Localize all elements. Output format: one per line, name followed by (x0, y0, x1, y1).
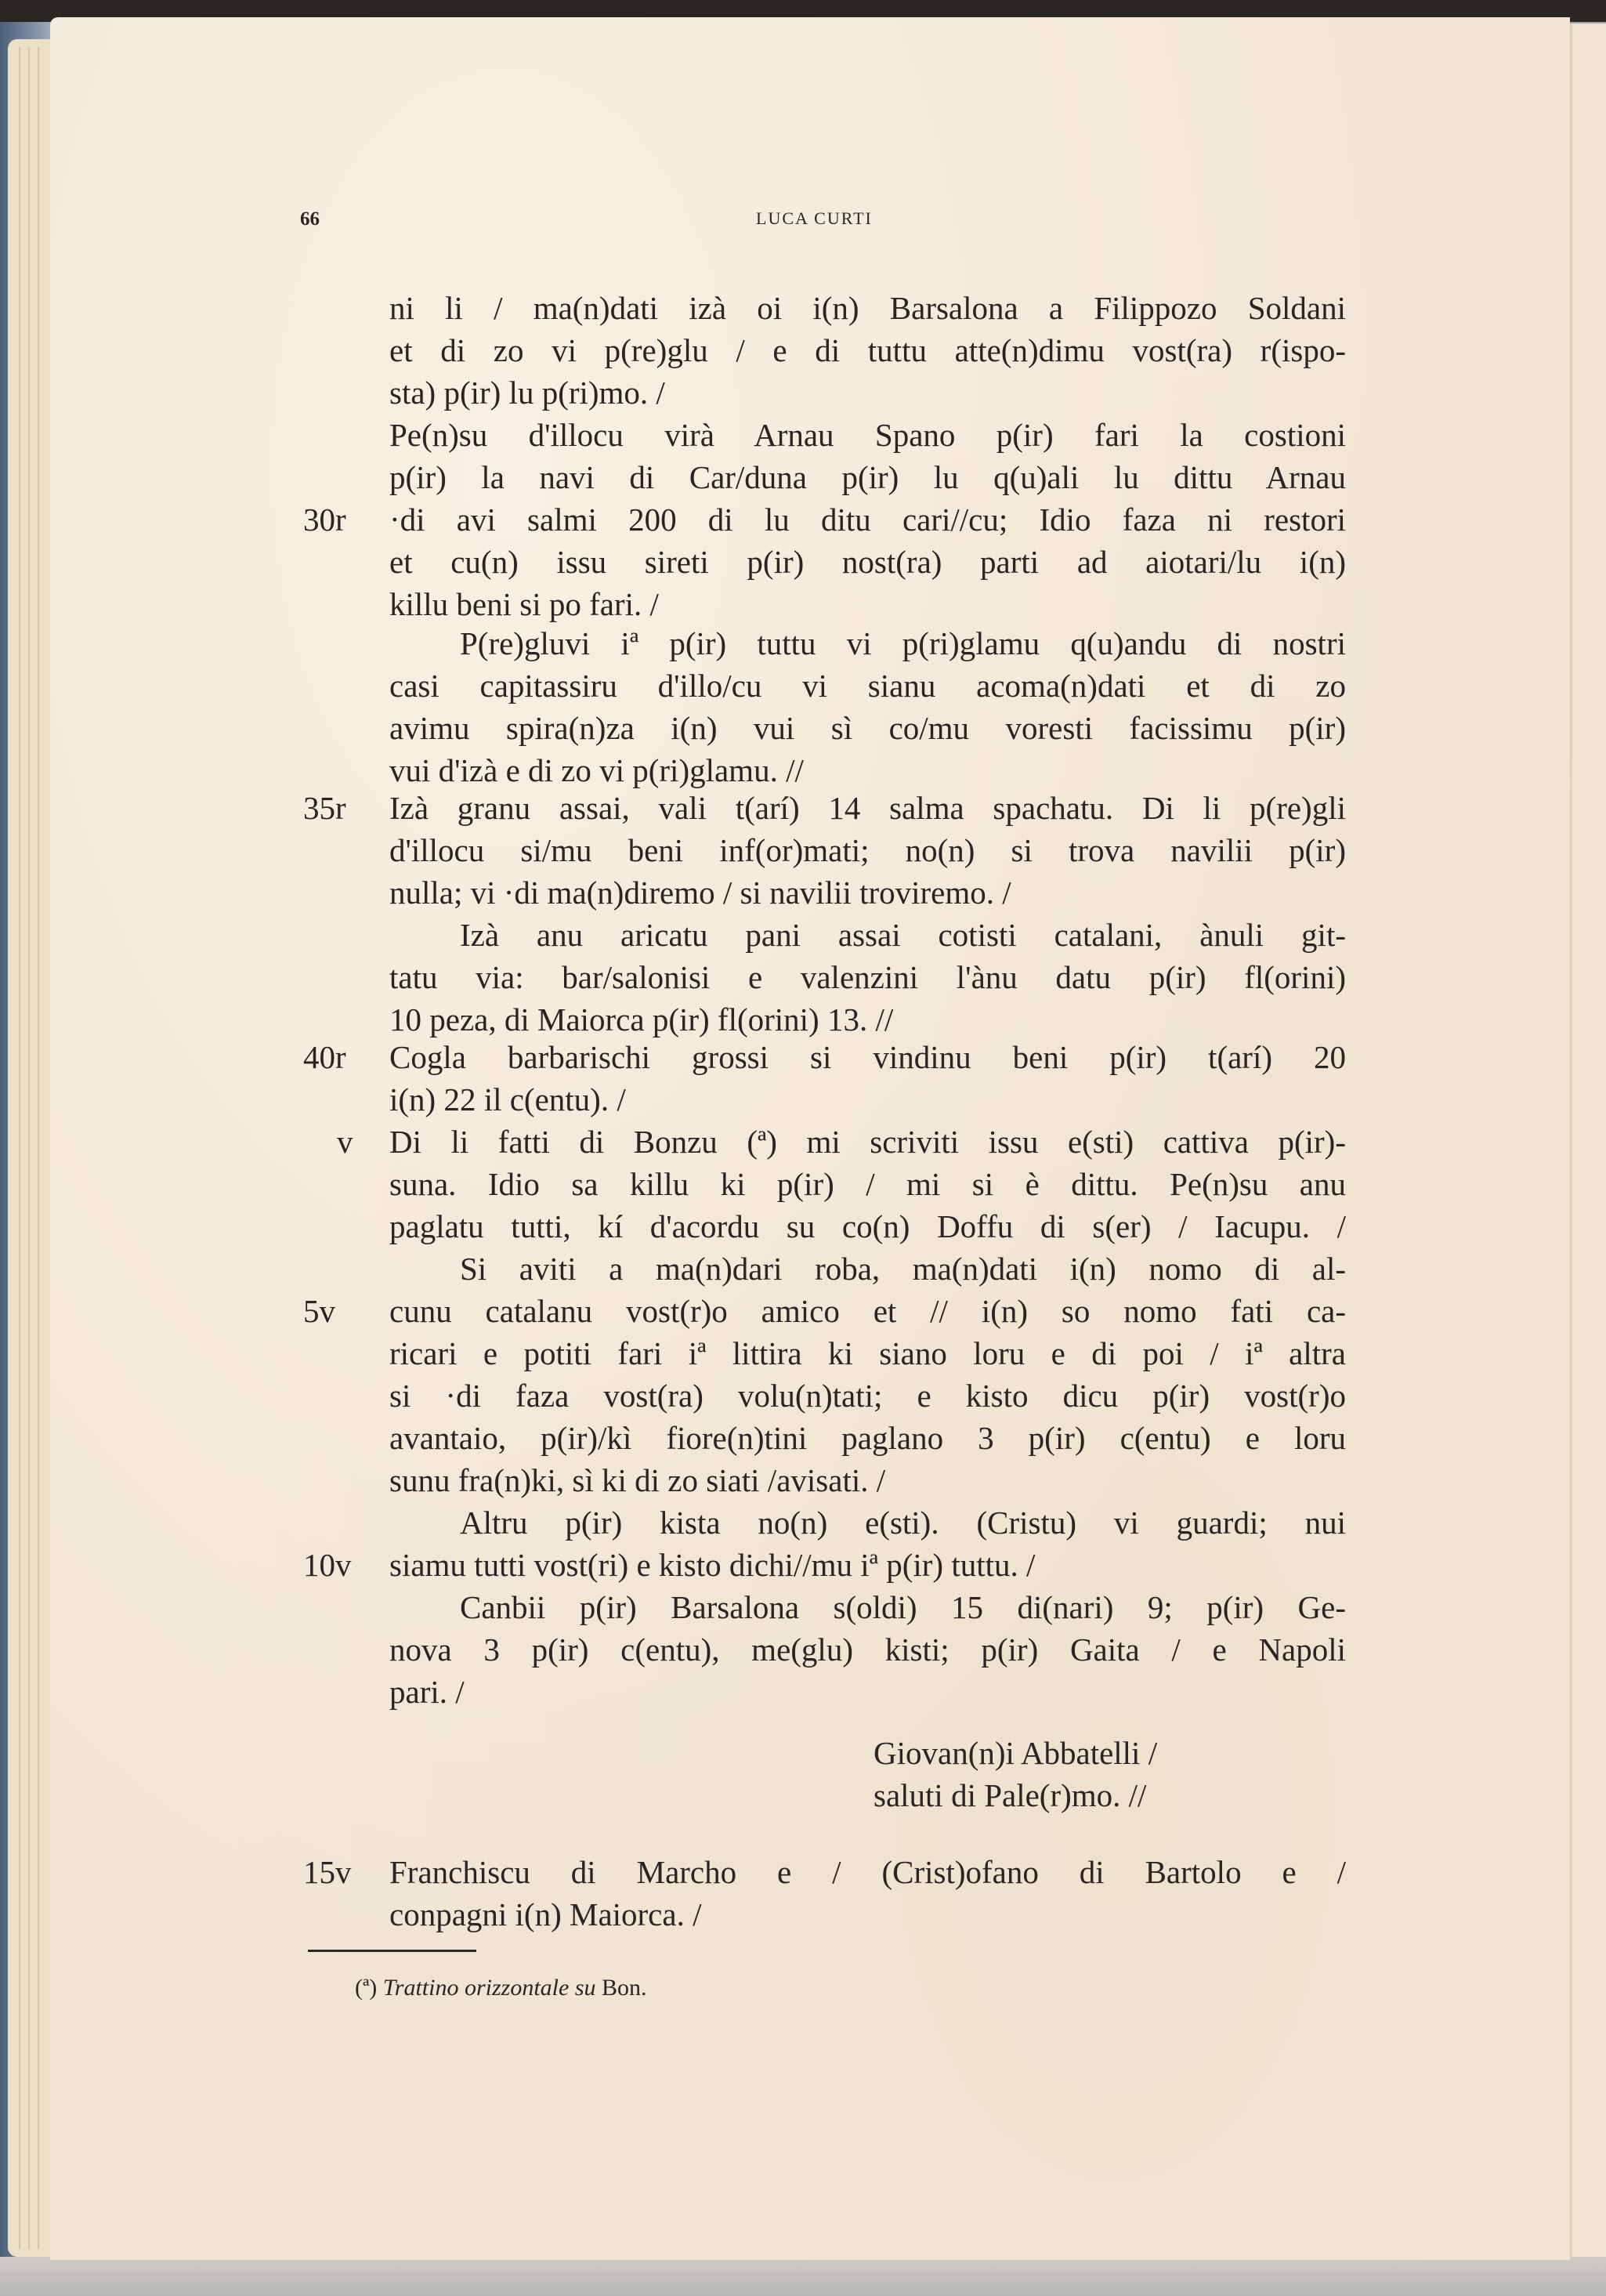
text-line: Cogla barbarischi grossi si vindinu beni p(ir) t(arí) 20 (389, 1039, 1346, 1075)
text-line: Pe(n)su d'illocu virà Arnau Spano p(ir) fari la costioni (389, 417, 1346, 453)
text-line: d'illocu si/mu beni inf(or)mati; no(n) si trova navilii p(ir) (389, 832, 1346, 868)
text-line: Canbii p(ir) Barsalona s(oldi) 15 di(nari) 9; p(ir) Ge- (460, 1589, 1346, 1625)
running-title: LUCA CURTI (756, 208, 873, 228)
folio-margin-label: 40r (303, 1039, 346, 1075)
text-line: et di zo vi p(re)glu / e di tuttu atte(n)dimu vost(ra) r(ispo- (389, 332, 1346, 368)
text-line: casi capitassiru d'illo/cu vi sianu acoma(n)dati et di zo (389, 668, 1346, 704)
footnote (355, 1973, 647, 2003)
text-line: avantaio, p(ir)/kì fiore(n)tini paglano 3 p(ir) c(entu) e loru (389, 1420, 1346, 1456)
text-line: Franchiscu di Marcho e / (Crist)ofano di Bartolo e / (389, 1854, 1346, 1890)
text-line: paglatu tutti, kí d'acordu su co(n) Doffu di s(er) / Iacupu. / (389, 1208, 1346, 1244)
text-line: si ·di faza vost(ra) volu(n)tati; e kisto dicu p(ir) vost(r)o (389, 1378, 1346, 1414)
text-line: tatu via: bar/salonisi e valenzini l'ànu datu p(ir) fl(orini) (389, 959, 1346, 995)
folio-margin-label: 15v (303, 1854, 352, 1890)
text-line: killu beni si po fari. / (389, 586, 659, 622)
text-line: nova 3 p(ir) c(entu), me(glu) kisti; p(ir) Gaita / e Napoli (389, 1631, 1346, 1668)
footnote-italic-text: Trattino orizzontale su (382, 1975, 596, 2001)
text-line: nulla; vi ·di ma(n)diremo / si navilii troviremo. / (389, 875, 1011, 911)
text-line: ·di avi salmi 200 di lu ditu cari//cu; Idio faza ni restori (389, 502, 1346, 538)
scan-background-bottom (0, 2257, 1606, 2296)
text-line: 10 peza, di Maiorca p(ir) fl(orini) 13. // (389, 1001, 894, 1038)
footnote-roman-text: Bon. (602, 1975, 647, 2001)
text-line: saluti di Pale(r)mo. // (874, 1777, 1147, 1813)
text-line: suna. Idio sa killu ki p(ir) / mi si è dittu. Pe(n)su anu (389, 1166, 1346, 1202)
text-line: et cu(n) issu sireti p(ir) nost(ra) parti ad aiotari/lu i(n) (389, 544, 1346, 580)
text-line: Izà granu assai, vali t(arí) 14 salma spachatu. Di li p(re)gli (389, 790, 1346, 826)
text-line: p(ir) la navi di Car/duna p(ir) lu q(u)ali lu dittu Arnau (389, 459, 1346, 495)
text-line: conpagni i(n) Maiorca. / (389, 1896, 702, 1932)
text-line: Giovan(n)i Abbatelli / (874, 1735, 1158, 1771)
folio-margin-label: v (337, 1124, 353, 1160)
text-line: Di li fatti di Bonzu (ª) mi scriviti issu e(sti) cattiva p(ir)- (389, 1124, 1346, 1160)
text-line: vui d'izà e di zo vi p(ri)glamu. // (389, 752, 804, 788)
text-line: sunu fra(n)ki, sì ki di zo siati /avisati. / (389, 1462, 886, 1498)
folio-margin-label: 5v (303, 1293, 335, 1329)
text-line: sta) p(ir) lu p(ri)mo. / (389, 375, 665, 411)
text-line: P(re)gluvi iª p(ir) tuttu vi p(ri)glamu q(u)andu di nostri (460, 625, 1346, 661)
footnote-marker: (ª) (355, 1975, 378, 2001)
text-line: i(n) 22 il c(entu). / (389, 1081, 626, 1117)
footnote-rule (308, 1950, 476, 1952)
page-number: 66 (300, 208, 320, 230)
text-line: avimu spira(n)za i(n) vui sì co/mu voresti facissimu p(ir) (389, 710, 1346, 746)
folio-margin-label: 10v (303, 1547, 352, 1583)
text-line: ricari e potiti fari iª littira ki siano loru e di poi / iª altra (389, 1335, 1346, 1371)
page-stack-edge (8, 39, 56, 2257)
text-line: Izà anu aricatu pani assai cotisti catalani, ànuli git- (460, 917, 1346, 953)
text-line: Si aviti a ma(n)dari roba, ma(n)dati i(n) nomo di al- (460, 1251, 1346, 1287)
facing-page-edge (1573, 24, 1606, 2257)
text-line: ni li / ma(n)dati izà oi i(n) Barsalona a Filippozo Soldani (389, 290, 1346, 326)
text-line: cunu catalanu vost(r)o amico et // i(n) so nomo fati ca- (389, 1293, 1346, 1329)
folio-margin-label: 30r (303, 502, 346, 538)
text-line: pari. / (389, 1674, 465, 1710)
folio-margin-label: 35r (303, 790, 346, 826)
text-line: siamu tutti vost(ri) e kisto dichi//mu iª p(ir) tuttu. / (389, 1547, 1036, 1583)
text-line: Altru p(ir) kista no(n) e(sti). (Cristu) vi guardi; nui (460, 1505, 1346, 1541)
